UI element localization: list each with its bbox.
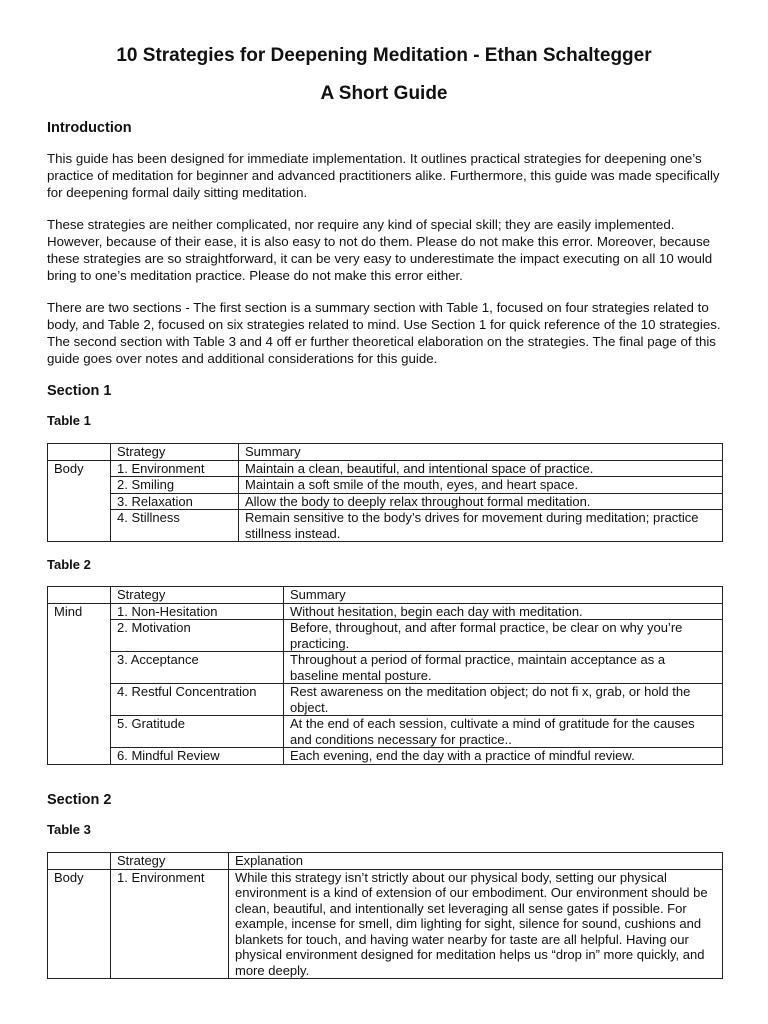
strategy-cell: 2. Smiling <box>111 477 239 494</box>
table-header-row <box>48 853 723 870</box>
table-row <box>48 716 723 748</box>
category-cell: Body <box>48 460 111 542</box>
strategy-cell: 1. Environment <box>111 869 229 979</box>
table-row <box>48 477 723 494</box>
table-header-cell: Strategy <box>111 587 284 604</box>
strategy-cell: 2. Motivation <box>111 620 284 652</box>
table-row <box>48 510 723 542</box>
document-title: 10 Strategies for Deepening Meditation - Ethan Schaltegger <box>116 45 652 66</box>
strategy-cell: 4. Restful Concentration <box>111 684 284 716</box>
section-1-heading: Section 1 <box>47 383 112 399</box>
table-row <box>48 460 723 477</box>
table-row <box>48 493 723 510</box>
strategy-cell: 1. Non-Hesitation <box>111 603 284 620</box>
table-header-row <box>48 587 723 604</box>
summary-cell: Rest awareness on the meditation object; do not fi x, grab, or hold the object. <box>284 684 723 716</box>
strategy-cell: 5. Gratitude <box>111 716 284 748</box>
table-header-cell: Summary <box>284 587 723 604</box>
table-header-cell <box>48 444 111 461</box>
table-2-label: Table 2 <box>47 557 91 572</box>
intro-paragraph-2: These strategies are neither complicated, nor require any kind of special skill; they are easily implemented. However, because of their ease, it is also easy to not do them. Please do not make this error. Moreover, because these strategies are so straightforward, it can be very easy to underestimate the impact executing on all 10 would bring to one’s meditation practice. Please do not make this error either. <box>47 217 713 283</box>
category-cell: Mind <box>48 603 111 764</box>
table-2 <box>47 586 723 765</box>
summary-cell: Allow the body to deeply relax throughout formal meditation. <box>239 493 723 510</box>
summary-cell: Maintain a clean, beautiful, and intentional space of practice. <box>239 460 723 477</box>
strategy-cell: 3. Acceptance <box>111 652 284 684</box>
summary-cell: Remain sensitive to the body’s drives for movement during meditation; practice stillness instead. <box>239 510 723 542</box>
table-row <box>48 748 723 765</box>
summary-cell: Before, throughout, and after formal practice, be clear on why you’re practicing. <box>284 620 723 652</box>
explanation-cell: While this strategy isn’t strictly about our physical body, setting our physical environment is a kind of extension of our embodiment. Our environment should be clean, beautiful, and intentionally set leveraging all sense gates if possible. For example, incense for smell, dim lighting for sight, silence for sound, cushions and blankets for touch, and having water nearby for taste are all helpful. Having our physical environment designed for meditation helps us “drop in” more quickly, and more deeply. <box>229 869 723 979</box>
table-header-cell: Strategy <box>111 444 239 461</box>
strategy-cell: 1. Environment <box>111 460 239 477</box>
table-3-label: Table 3 <box>47 822 91 837</box>
table-3 <box>47 852 723 979</box>
table-1 <box>47 443 723 542</box>
table-1-label: Table 1 <box>47 413 91 428</box>
category-cell: Body <box>48 869 111 979</box>
section-2-heading: Section 2 <box>47 792 112 808</box>
strategy-cell: 4. Stillness <box>111 510 239 542</box>
table-header-cell <box>48 587 111 604</box>
introduction-heading: Introduction <box>47 120 132 136</box>
table-header-row <box>48 444 723 461</box>
document-subtitle: A Short Guide <box>320 83 448 104</box>
table-row <box>48 684 723 716</box>
strategy-cell: 3. Relaxation <box>111 493 239 510</box>
table-row <box>48 620 723 652</box>
summary-cell: At the end of each session, cultivate a mind of gratitude for the causes and conditions necessary for practice.. <box>284 716 723 748</box>
table-header-cell <box>48 853 111 870</box>
summary-cell: Without hesitation, begin each day with meditation. <box>284 603 723 620</box>
intro-paragraph-1: This guide has been designed for immediate implementation. It outlines practical strategies for deepening one’s practice of meditation for beginner and advanced practitioners alike. Furthermore, this guide was made specifically for deepening formal daily sitting meditation. <box>47 151 720 200</box>
table-row <box>48 603 723 620</box>
strategy-cell: 6. Mindful Review <box>111 748 284 765</box>
table-header-cell: Strategy <box>111 853 229 870</box>
table-header-cell: Summary <box>239 444 723 461</box>
summary-cell: Maintain a soft smile of the mouth, eyes, and heart space. <box>239 477 723 494</box>
intro-paragraph-3: There are two sections - The first section is a summary section with Table 1, focused on four strategies related to body, and Table 2, focused on six strategies related to mind. Use Section 1 for quick reference of the 10 strategies. The second section with Table 3 and 4 off er further theoretical elaboration on the strategies. The final page of this guide goes over notes and additional considerations for this guide. <box>47 300 721 366</box>
table-row <box>48 869 723 979</box>
table-row <box>48 652 723 684</box>
summary-cell: Throughout a period of formal practice, maintain acceptance as a baseline mental posture. <box>284 652 723 684</box>
table-header-cell: Explanation <box>229 853 723 870</box>
summary-cell: Each evening, end the day with a practice of mindful review. <box>284 748 723 765</box>
